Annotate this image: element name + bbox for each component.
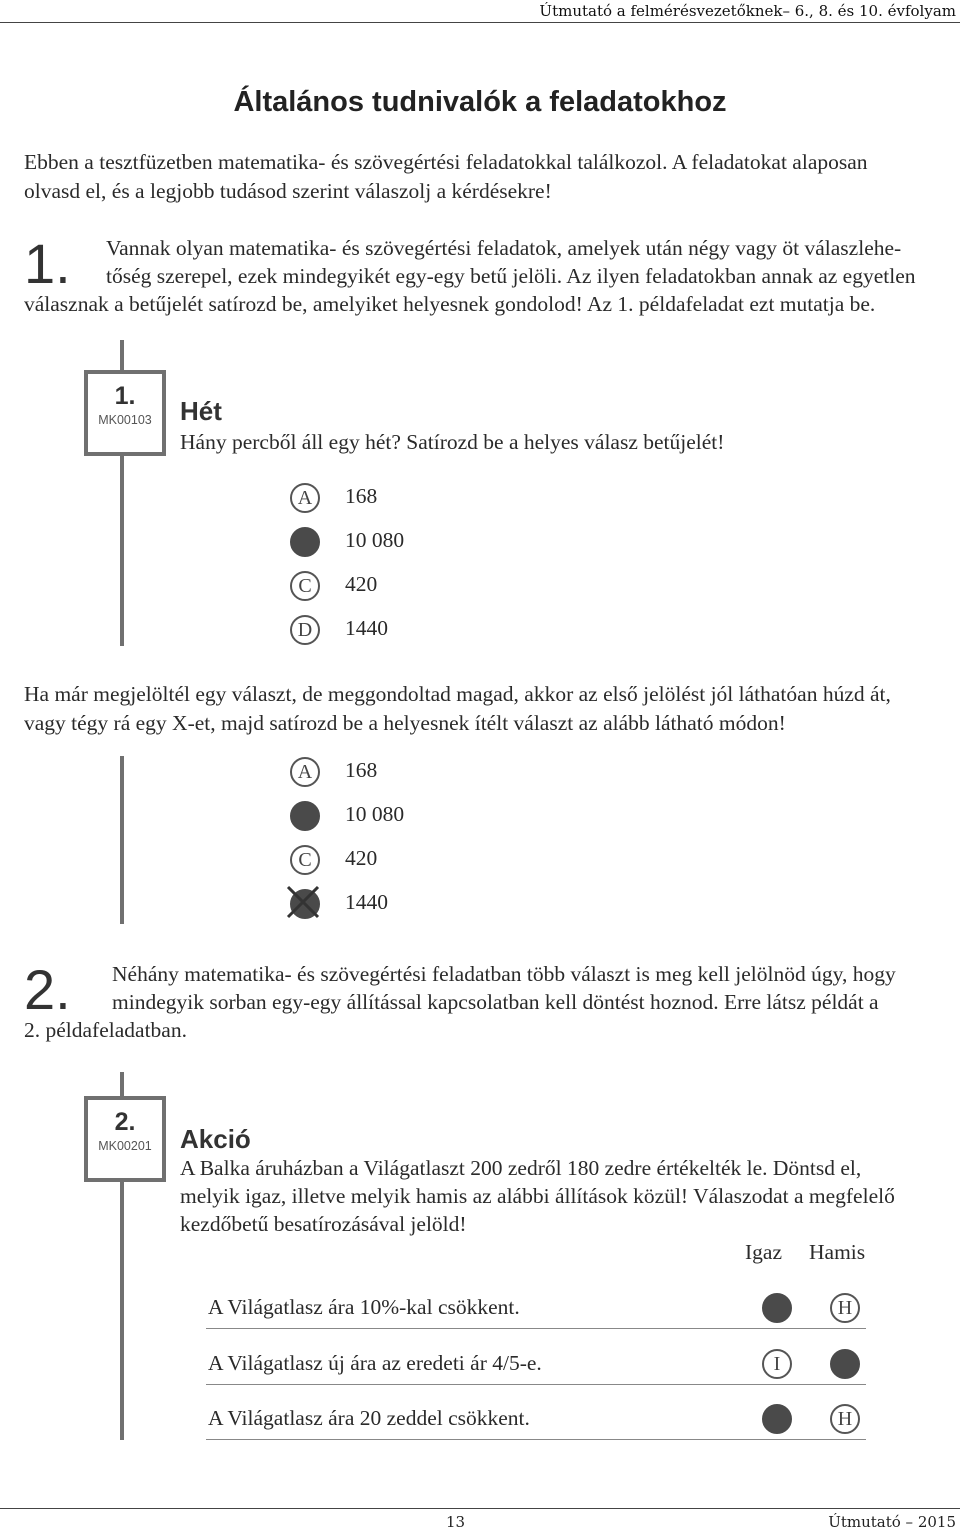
option-c-value: 420	[345, 572, 378, 596]
intro-paragraph	[24, 148, 954, 206]
row-divider	[206, 1384, 866, 1385]
task2-number: 2.	[114, 1108, 136, 1136]
task1-number-box	[84, 370, 166, 456]
option-b-value: 10 080	[345, 802, 405, 826]
row2-false-bubble-filled[interactable]	[830, 1349, 860, 1379]
option-d-value: 1440	[345, 616, 388, 640]
statement-3: A Világatlasz ára 20 zeddel csökkent.	[208, 1406, 530, 1430]
correction-paragraph	[24, 680, 954, 738]
task1-code: MK00103	[98, 413, 152, 427]
statement-2: A Világatlasz új ára az eredeti ár 4/5-e.	[208, 1351, 542, 1375]
footer-label: Útmutató – 2015	[828, 1513, 956, 1531]
point2-line: mindegyik sorban egy-egy állítással kapcsolatban kell döntést hoznod. Erre látsz példát a	[112, 990, 879, 1014]
task2-code: MK00201	[98, 1139, 152, 1153]
option-d-bubble[interactable]: D	[290, 615, 320, 645]
column-header-true: Igaz	[745, 1240, 782, 1264]
footer-divider	[0, 1508, 960, 1509]
option-a-value: 168	[345, 484, 378, 508]
correction-line: Ha már megjelöltél egy választ, de meggondoltad magad, akkor az első jelölést jól láthatóan húzd át,	[24, 682, 891, 706]
cross-mark-icon	[286, 885, 320, 919]
intro-line: Ebben a tesztfüzetben matematika- és szövegértési feladatokkal találkozol. A feladatokat alaposan	[24, 150, 868, 174]
row3-false-bubble[interactable]: H	[830, 1404, 860, 1434]
page-number: 13	[446, 1513, 466, 1531]
option-c-value: 420	[345, 846, 378, 870]
row3-true-bubble-filled[interactable]	[762, 1404, 792, 1434]
task1-title: Hét	[180, 396, 222, 426]
option-b-bubble-filled[interactable]	[290, 527, 320, 557]
column-header-false: Hamis	[809, 1240, 866, 1264]
point2-line: Néhány matematika- és szövegértési feladatban több választ is meg kell jelölnöd úgy, hogy	[112, 962, 896, 986]
task1b-sidebar-line	[120, 756, 124, 924]
point1-line: Vannak olyan matematika- és szövegértési feladatok, amelyek után négy vagy öt válaszlehe-	[106, 236, 902, 260]
point1-line: tőség szerepel, ezek mindegyikét egy-egy betű jelöli. Az ilyen feladatokban annak az egyetlen	[106, 264, 916, 288]
row-divider	[206, 1439, 866, 1440]
row2-true-bubble[interactable]: I	[762, 1349, 792, 1379]
intro-line: olvasd el, és a legjobb tudásod szerint válaszolj a kérdésekre!	[24, 179, 552, 203]
task2-number-box	[84, 1096, 166, 1182]
page-title: Általános tudnivalók a feladatokhoz	[233, 86, 727, 118]
row1-false-bubble[interactable]: H	[830, 1293, 860, 1323]
row1-true-bubble-filled[interactable]	[762, 1293, 792, 1323]
task1-question: Hány percből áll egy hét? Satírozd be a helyes válasz betűjelét!	[180, 430, 725, 454]
option-c-bubble[interactable]: C	[290, 571, 320, 601]
point-number-1: 1.	[24, 232, 71, 295]
point-number-2: 2.	[24, 958, 71, 1021]
statement-1: A Világatlasz ára 10%-kal csökkent.	[208, 1295, 520, 1319]
task2-question	[180, 1154, 950, 1238]
option-b-value: 10 080	[345, 528, 405, 552]
option-c-bubble[interactable]: C	[290, 845, 320, 875]
task2-question-line: melyik igaz, illetve melyik hamis az alábbi állítások közül! Válaszodat a megfelelő	[180, 1184, 895, 1208]
option-a-bubble[interactable]: A	[290, 483, 320, 513]
point1-line: válasznak a betűjelét satírozd be, amelyiket helyesnek gondolod! Az 1. példafeladat ezt mutatja be.	[24, 292, 876, 316]
task2-question-line: A Balka áruházban a Világatlaszt 200 zedről 180 zedre értékelték le. Döntsd el,	[180, 1156, 862, 1180]
task2-question-line: kezdőbetű besatírozásával jelöld!	[180, 1212, 467, 1236]
option-b-bubble-filled[interactable]	[290, 801, 320, 831]
option-d-value: 1440	[345, 890, 388, 914]
correction-line: vagy tégy rá egy X-et, majd satírozd be a helyesnek ítélt választ az alább látható módon!	[24, 711, 786, 735]
running-header: Útmutató a felmérésvezetőknek– 6., 8. és 10. évfolyam	[539, 2, 956, 20]
option-a-value: 168	[345, 758, 378, 782]
task1-number: 1.	[114, 382, 136, 410]
header-divider	[0, 22, 960, 23]
option-a-bubble[interactable]: A	[290, 757, 320, 787]
task2-title: Akció	[180, 1124, 251, 1154]
row-divider	[206, 1328, 866, 1329]
point2-line: 2. példafeladatban.	[24, 1018, 187, 1042]
